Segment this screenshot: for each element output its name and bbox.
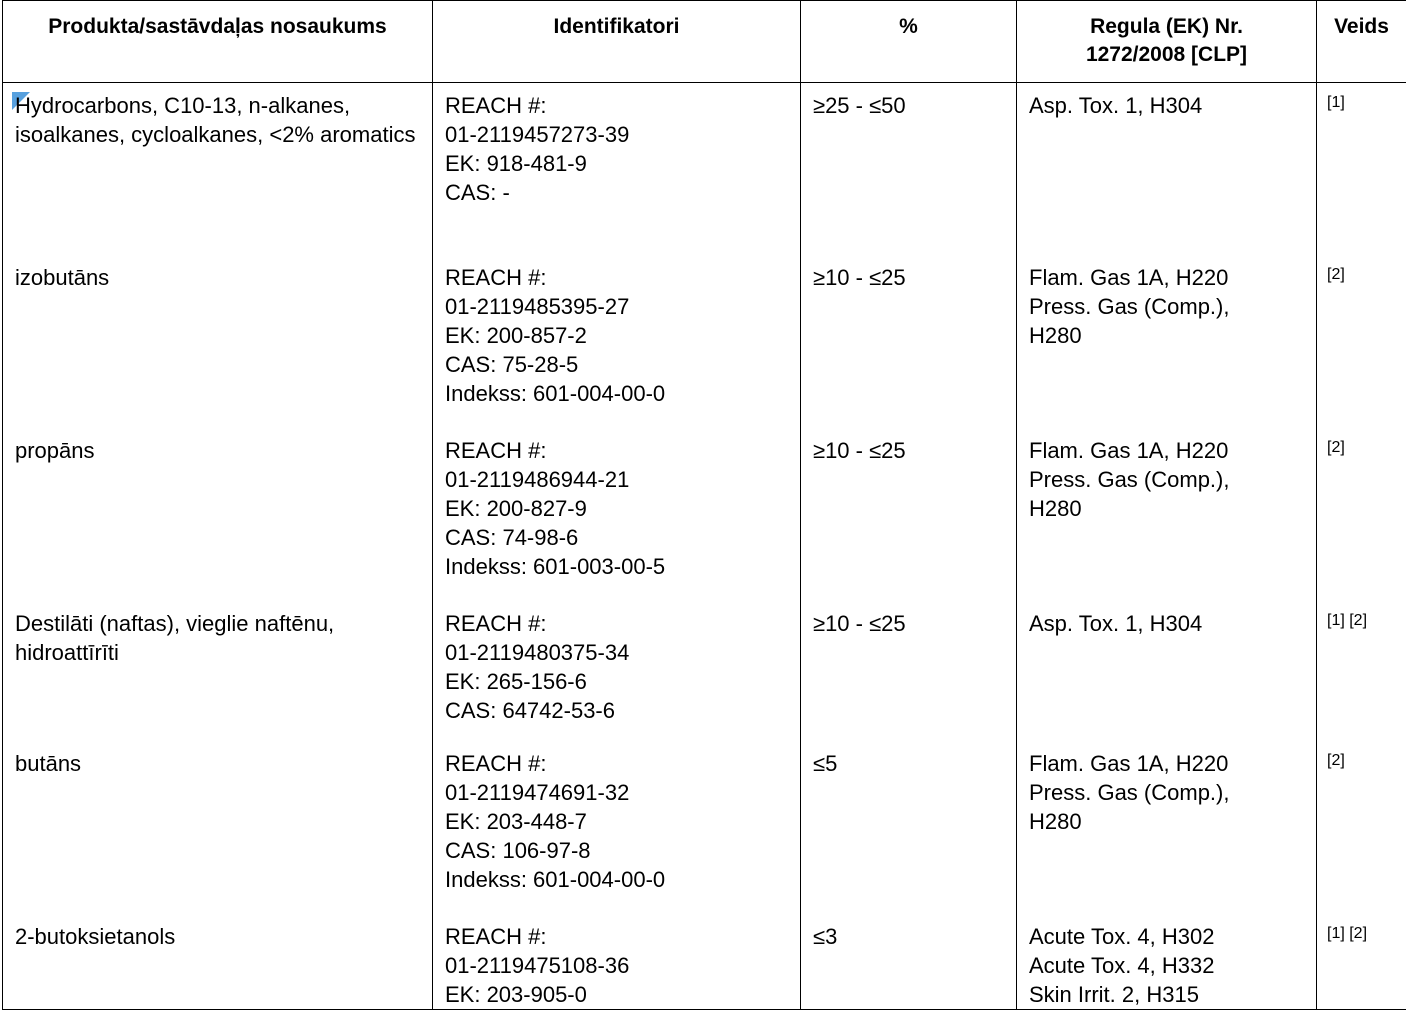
- table-row: [3, 914, 1406, 1010]
- substance-name-cell: [3, 428, 433, 601]
- classification-line: Press. Gas (Comp.),: [1029, 292, 1304, 321]
- identifier-line: CAS: 64742-53-6: [445, 696, 788, 725]
- identifiers-cell: [433, 428, 801, 601]
- percent-cell: [801, 601, 1017, 741]
- header-name-text: Produkta/sastāvdaļas nosaukums: [48, 15, 386, 38]
- classification-line: Flam. Gas 1A, H220: [1029, 263, 1304, 292]
- identifiers-cell: [433, 255, 801, 428]
- substance-name: Destilāti (naftas), vieglie naftēnu, hidroattīrīti: [15, 609, 420, 667]
- classification-line: Asp. Tox. 1, H304: [1029, 609, 1304, 638]
- header-percent-text: %: [899, 15, 918, 38]
- type-value: [1] [2]: [1327, 924, 1394, 944]
- percent-cell: [801, 255, 1017, 428]
- substance-name: butāns: [15, 749, 420, 778]
- identifier-line: EK: 200-827-9: [445, 494, 788, 523]
- identifiers-cell: [433, 601, 801, 741]
- percent-cell: [801, 83, 1017, 255]
- identifier-line: REACH #:: [445, 436, 788, 465]
- header-name: [3, 1, 433, 83]
- identifier-line: REACH #:: [445, 922, 788, 951]
- substance-name: Hydrocarbons, C10-13, n-alkanes, isoalkanes, cycloalkanes, <2% aromatics: [15, 91, 420, 149]
- substance-name: izobutāns: [15, 263, 420, 292]
- classification-cell: [1017, 914, 1317, 1010]
- percent-value: ≥10 - ≤25: [813, 436, 1004, 465]
- identifier-line: EK: 265-156-6: [445, 667, 788, 696]
- percent-cell: [801, 428, 1017, 601]
- identifier-line: Indekss: 601-004-00-0: [445, 865, 788, 894]
- percent-value: ≤5: [813, 749, 1004, 778]
- identifier-line: EK: 203-905-0: [445, 980, 788, 1009]
- identifier-line: Indekss: 601-003-00-5: [445, 552, 788, 581]
- classification-cell: [1017, 428, 1317, 601]
- composition-table: [2, 0, 1406, 1010]
- identifier-line: 01-2119485395-27: [445, 292, 788, 321]
- substance-name-cell: [3, 741, 433, 914]
- percent-value: ≥10 - ≤25: [813, 609, 1004, 638]
- header-regulation: [1017, 1, 1317, 83]
- identifier-line: CAS: 106-97-8: [445, 836, 788, 865]
- header-type: [1317, 1, 1406, 83]
- header-identifiers-text: Identifikatori: [553, 15, 679, 38]
- classification-line: H280: [1029, 494, 1304, 523]
- classification-line: H280: [1029, 321, 1304, 350]
- type-cell: [1317, 255, 1406, 428]
- type-cell: [1317, 83, 1406, 255]
- classification-cell: [1017, 741, 1317, 914]
- classification-line: Flam. Gas 1A, H220: [1029, 749, 1304, 778]
- identifier-line: REACH #:: [445, 91, 788, 120]
- percent-cell: [801, 914, 1017, 1010]
- header-row: [3, 1, 1406, 83]
- identifier-line: EK: 918-481-9: [445, 149, 788, 178]
- identifier-line: 01-2119480375-34: [445, 638, 788, 667]
- classification-line: H280: [1029, 807, 1304, 836]
- classification-line: Asp. Tox. 1, H304: [1029, 91, 1304, 120]
- identifier-line: CAS: 74-98-6: [445, 523, 788, 552]
- identifier-line: EK: 200-857-2: [445, 321, 788, 350]
- type-value: [1]: [1327, 93, 1394, 113]
- classification-line: Skin Irrit. 2, H315: [1029, 980, 1304, 1009]
- type-cell: [1317, 914, 1406, 1010]
- type-value: [1] [2]: [1327, 611, 1394, 631]
- header-percent: [801, 1, 1017, 83]
- type-value: [2]: [1327, 751, 1394, 771]
- type-value: [2]: [1327, 265, 1394, 285]
- identifier-line: CAS: -: [445, 178, 788, 207]
- identifier-line: Indekss: 601-004-00-0: [445, 379, 788, 408]
- type-value: [2]: [1327, 438, 1394, 458]
- classification-cell: [1017, 601, 1317, 741]
- classification-cell: [1017, 83, 1317, 255]
- table-row: [3, 255, 1406, 428]
- type-cell: [1317, 428, 1406, 601]
- table-row: [3, 428, 1406, 601]
- table-row: [3, 83, 1406, 255]
- percent-value: ≥25 - ≤50: [813, 91, 1004, 120]
- type-cell: [1317, 601, 1406, 741]
- classification-line: Acute Tox. 4, H332: [1029, 951, 1304, 980]
- identifier-line: 01-2119475108-36: [445, 951, 788, 980]
- identifiers-cell: [433, 741, 801, 914]
- substance-name-cell: [3, 83, 433, 255]
- classification-line: Press. Gas (Comp.),: [1029, 465, 1304, 494]
- identifier-line: REACH #:: [445, 609, 788, 638]
- identifier-line: 01-2119457273-39: [445, 120, 788, 149]
- header-type-text: Veids: [1334, 15, 1389, 38]
- identifier-line: CAS: 75-28-5: [445, 350, 788, 379]
- substance-name: 2-butoksietanols: [15, 922, 420, 951]
- identifier-line: 01-2119474691-32: [445, 778, 788, 807]
- type-cell: [1317, 741, 1406, 914]
- identifier-line: REACH #:: [445, 263, 788, 292]
- classification-line: Acute Tox. 4, H302: [1029, 922, 1304, 951]
- substance-name-cell: [3, 601, 433, 741]
- header-regulation-text: Regula (EK) Nr. 1272/2008 [CLP]: [1086, 15, 1247, 66]
- identifiers-cell: [433, 914, 801, 1010]
- identifier-line: REACH #:: [445, 749, 788, 778]
- identifier-line: EK: 203-448-7: [445, 807, 788, 836]
- table-row: [3, 601, 1406, 741]
- identifiers-cell: [433, 83, 801, 255]
- classification-line: Press. Gas (Comp.),: [1029, 778, 1304, 807]
- table-row: [3, 741, 1406, 914]
- substance-name-cell: [3, 914, 433, 1010]
- percent-cell: [801, 741, 1017, 914]
- percent-value: ≥10 - ≤25: [813, 263, 1004, 292]
- header-identifiers: [433, 1, 801, 83]
- identifier-line: 01-2119486944-21: [445, 465, 788, 494]
- substance-name: propāns: [15, 436, 420, 465]
- percent-value: ≤3: [813, 922, 1004, 951]
- classification-cell: [1017, 255, 1317, 428]
- classification-line: Flam. Gas 1A, H220: [1029, 436, 1304, 465]
- substance-name-cell: [3, 255, 433, 428]
